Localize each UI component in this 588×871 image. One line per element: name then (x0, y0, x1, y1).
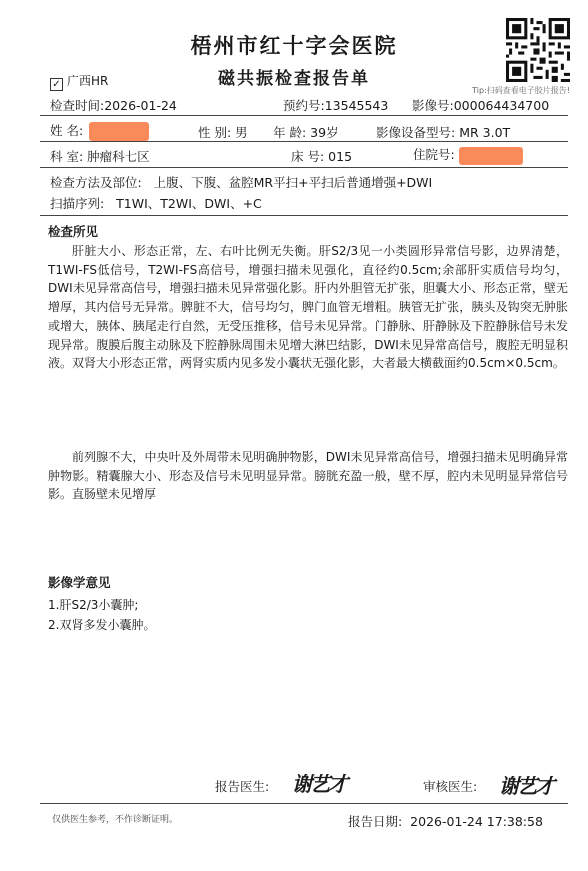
patient-name-label: 姓 名: (50, 123, 84, 138)
image-no (412, 96, 549, 114)
bed-label: 床 号: (291, 149, 325, 164)
findings-paragraph-2: 前列腺不大，中央叶及外周带未见明确肿物影，DWI未见异常高信号，增强扫描未见明确异常肿物影。精囊腺大小、形态及信号未见明显异常。膀胱充盈一般，壁不厚，腔内未见明显异常信号影。直肠壁未见增厚 (48, 450, 568, 502)
inpatient-field (413, 145, 523, 165)
bed-value: 015 (328, 149, 353, 164)
device-value: MR 3.0T (459, 125, 511, 140)
sex-value: 男 (235, 125, 248, 140)
exam-method-label: 检查方法及部位: (50, 175, 142, 190)
report-date-label: 报告日期: (348, 814, 403, 829)
scan-seq-value: T1WI、T2WI、DWI、+C (116, 196, 262, 211)
report-date-row (348, 812, 543, 830)
appointment-no (283, 96, 388, 114)
reporter-label: 报告医生: (215, 779, 270, 794)
qr-code[interactable] (506, 18, 570, 82)
scan-seq-label: 扫描序列: (50, 196, 105, 211)
inpatient-label: 住院号: (413, 147, 455, 162)
age-value: 39岁 (310, 125, 339, 140)
reviewer-label: 审核医生: (423, 779, 478, 794)
impression-item-1: 1.肝S2/3小囊肿; (48, 598, 139, 612)
divider-4 (40, 215, 568, 216)
impression-title: 影像学意见 (48, 575, 111, 590)
qr-tip: Tip:扫码查看电子胶片报告! (472, 86, 570, 95)
findings-paragraph-1: 肝脏大小、形态正常，左、右叶比例无失衡。肝S2/3见一小类圆形异常信号影，边界清楚，T1WI-FS低信号，T2WI-FS高信号，增强扫描未见强化，直径约0.5cm;余部肝实质信号均匀，DWI未见异常高信号，增强扫描未见异常强化影。肝内外胆管无扩张，胆囊大小、形态正常，壁无增厚，其内信号无异常。脾脏不大，信号均匀，脾门血管无增粗。胰管无扩张，胰头及钩突无肿胀或增大，胰体、胰尾走行自然，无受压推移，信号未见异常。门静脉、肝静脉及下腔静脉信号未发现异常。腹膜后腹主动脉及下腔静脉周围未见增大淋巴结影，DWI未见异常高信号，腹腔无明显积液。双肾大小形态正常，两肾实质内见多发小囊状无强化影，大者最大横截面约0.5cm×0.5cm。 (48, 244, 568, 371)
image-no-value: 000064434700 (453, 98, 550, 113)
hospital-name: 梧州市红十字会医院 (190, 33, 398, 58)
impression-item-2: 2.双肾多发小囊肿。 (48, 618, 156, 632)
divider-top (40, 115, 568, 116)
reporter-signature: 谢艺才 (292, 772, 346, 796)
exam-method-row (50, 173, 432, 191)
exam-method-value: 上腹、下腹、盆腔MR平扫+平扫后普通增强+DWI (153, 175, 433, 190)
device-label: 影像设备型号: (376, 125, 456, 140)
device-field (376, 123, 510, 141)
divider-3 (40, 167, 568, 168)
sex-label: 性 别: (198, 125, 232, 140)
divider-2 (40, 141, 568, 142)
image-no-label: 影像号: (412, 98, 454, 113)
reviewer-signature: 谢艺才 (499, 774, 553, 798)
sex-field (198, 123, 248, 141)
exam-time-value: 2026-01-24 (104, 98, 177, 113)
hospital-logo (50, 72, 108, 91)
report-date-value: 2026-01-24 17:38:58 (410, 814, 543, 829)
exam-time-label: 检查时间: (50, 98, 105, 113)
exam-time-row (50, 96, 177, 114)
age-label: 年 龄: (273, 125, 307, 140)
checkmark-icon: ✓ (50, 78, 63, 91)
dept-label: 科 室: (50, 149, 84, 164)
report-title: 磁共振检查报告单 (218, 69, 370, 89)
inpatient-redaction (459, 147, 523, 165)
disclaimer: 仅供医生参考，不作诊断证明。 (52, 815, 179, 825)
logo-text: 广西HR (67, 74, 109, 88)
age-field (273, 123, 339, 141)
divider-bottom (40, 803, 568, 804)
findings-title: 检查所见 (48, 224, 99, 239)
scan-seq-row (50, 194, 262, 212)
appointment-value: 13545543 (324, 98, 389, 113)
dept-field (50, 147, 150, 165)
patient-name-field (50, 121, 149, 141)
qr-code-icon (506, 18, 570, 82)
name-redaction (89, 122, 149, 141)
appointment-label: 预约号: (283, 98, 325, 113)
dept-value: 肿瘤科七区 (87, 149, 150, 164)
bed-field (291, 147, 352, 165)
